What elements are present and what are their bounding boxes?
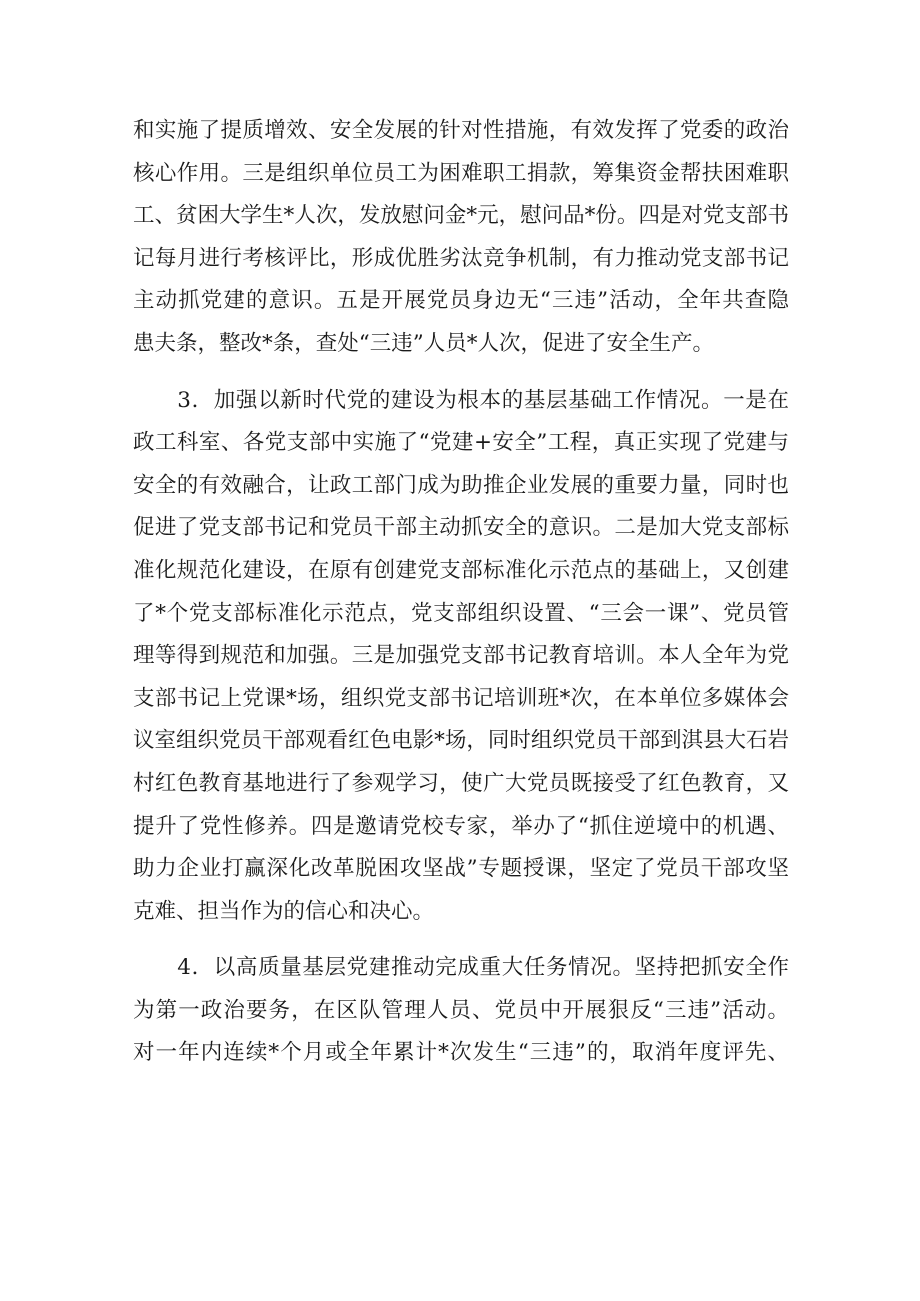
text-line: 支部书记上党课*场，组织党支部书记培训班*次，在本单位多媒体会 bbox=[133, 685, 789, 711]
text-line: 安全的有效融合，让政工部门成为助推企业发展的重要力量，同时也 bbox=[133, 472, 789, 498]
paragraph-2 bbox=[133, 380, 789, 934]
text-line: 记每月进行考核评比，形成优胜劣汰竞争机制，有力推动党支部书记 bbox=[133, 245, 789, 271]
text-line: 4．以高质量基层党建推动完成重大任务情况。坚持把抓安全作 bbox=[133, 955, 789, 981]
text-line: 议室组织党员干部观看红色电影*场，同时组织党员干部到淇县大石岩 bbox=[133, 728, 789, 754]
text-line: 了*个党支部标准化示范点，党支部组织设置、“三会一课”、党员管 bbox=[133, 600, 789, 626]
text-line: 为第一政治要务，在区队管理人员、党员中开展狠反“三违”活动。 bbox=[133, 997, 789, 1023]
paragraph-3 bbox=[133, 947, 789, 1075]
document-body bbox=[133, 110, 789, 1075]
paragraph-1 bbox=[133, 110, 789, 366]
text-line: 准化规范化建设，在原有创建党支部标准化示范点的基础上，又创建 bbox=[133, 557, 789, 583]
text-line: 助力企业打赢深化改革脱困攻坚战”专题授课，坚定了党员干部攻坚 bbox=[133, 856, 789, 882]
text-line: 克难、担当作为的信心和决心。 bbox=[133, 898, 435, 924]
text-line: 工、贫困大学生*人次，发放慰问金*元，慰问品*份。四是对党支部书 bbox=[133, 203, 789, 229]
text-line: 政工科室、各党支部中实施了“党建+安全”工程，真正实现了党建与 bbox=[133, 430, 789, 456]
text-line: 村红色教育基地进行了参观学习，使广大党员既接受了红色教育，又 bbox=[133, 770, 789, 796]
paragraph-spacer bbox=[133, 366, 789, 380]
paragraph-spacer bbox=[133, 933, 789, 947]
text-line: 和实施了提质增效、安全发展的针对性措施，有效发挥了党委的政治 bbox=[133, 118, 789, 143]
text-line: 患夫条，整改*条，查处“三违”人员*人次，促进了安全生产。 bbox=[133, 330, 714, 356]
text-line: 促进了党支部书记和党员干部主动抓安全的意识。二是加大党支部标 bbox=[133, 515, 789, 541]
text-line: 核心作用。三是组织单位员工为困难职工捐款，筹集资金帮扶困难职 bbox=[133, 160, 789, 186]
text-line: 提升了党性修养。四是邀请党校专家，举办了“抓住逆境中的机遇、 bbox=[133, 813, 789, 839]
text-line: 主动抓党建的意识。五是开展党员身边无“三违”活动，全年共查隐 bbox=[133, 288, 789, 314]
text-line: 3．加强以新时代党的建设为根本的基层基础工作情况。一是在 bbox=[133, 387, 789, 413]
text-line: 对一年内连续*个月或全年累计*次发生“三违”的，取消年度评先、 bbox=[133, 1040, 789, 1066]
text-line: 理等得到规范和加强。三是加强党支部书记教育培训。本人全年为党 bbox=[133, 643, 789, 669]
